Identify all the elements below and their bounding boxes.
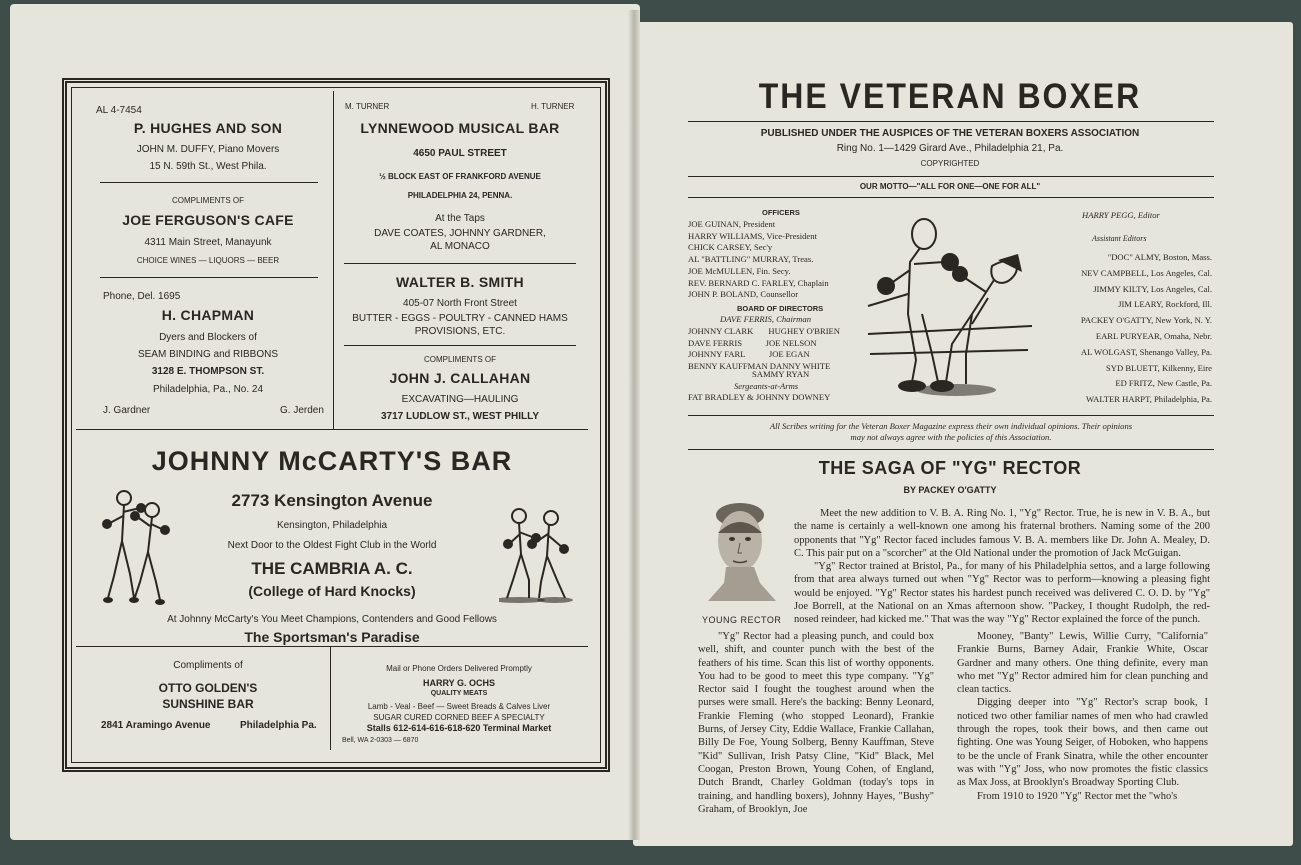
assistant-editor-item: SYD BLUETT, Kilkenny, Eire: [1106, 362, 1212, 373]
golden-name1: OTTO GOLDEN'S: [158, 681, 258, 695]
assistant-heading: Assistant Editors: [1092, 234, 1147, 243]
lynnewood-line1: ½ BLOCK EAST OF FRANKFORD AVENUE: [379, 172, 541, 181]
divider: [76, 646, 588, 647]
mccarty-next-door: Next Door to the Oldest Fight Club in the World: [227, 540, 437, 551]
divider: [100, 277, 318, 278]
callahan-name: JOHN J. CALLAHAN: [389, 370, 531, 386]
divider: [688, 415, 1214, 416]
hughes-name: P. HUGHES AND SON: [133, 120, 283, 136]
officer-item: JOHN P. BOLAND, Counsellor: [688, 289, 799, 300]
golden-name2: SUNSHINE BAR: [162, 697, 254, 711]
hughes-phone: AL 4-7454: [96, 105, 142, 116]
callahan-service: EXCAVATING—HAULING: [401, 394, 519, 405]
assistant-editor-item: WALTER HARPT, Philadelphia, Pa.: [1085, 394, 1212, 405]
published-line: PUBLISHED UNDER THE AUSPICES OF THE VETERAN BOXERS ASSOCIATION: [760, 128, 1140, 139]
officer-item: HARRY WILLIAMS, Vice-President: [688, 230, 817, 241]
mccarty-paradise: The Sportsman's Paradise: [244, 629, 420, 645]
ochs-special: SUGAR CURED CORNED BEEF A SPECIALTY: [373, 713, 545, 722]
chapman-name: H. CHAPMAN: [161, 307, 255, 323]
paragraph: Meet the new addition to V. B. A. Ring No. 1, "Yg" Rector. True, he is new in V. B. A., but the name is certainly a well-known one among his fraternal brothers. Naming some of the 200 opponents that "Yg" Rector faced includes famous V. B. A. members like Dr. John A. Mealey, D. C. This pair put on a "scorcher" at the Old National under the promotion of Jack McGuigan.: [794, 508, 1210, 559]
callahan-address: 3717 LUDLOW ST., WEST PHILLY: [381, 411, 539, 422]
motto: OUR MOTTO—"ALL FOR ONE—ONE FOR ALL": [859, 182, 1041, 191]
divider: [76, 429, 588, 430]
ferguson-name: JOE FERGUSON'S CAFE: [122, 212, 294, 228]
golden-address: 2841 Aramingo Avenue: [101, 720, 211, 731]
director-item: BENNY KAUFFMAN DANNY WHITE: [688, 361, 831, 372]
ferguson-goods: CHOICE WINES — LIQUORS — BEER: [136, 256, 280, 265]
hughes-line2: 15 N. 59th St., West Phila.: [149, 161, 267, 172]
golden-city: Philadelphia Pa.: [240, 720, 317, 731]
divider: [333, 91, 334, 429]
boxing-cartoon: [862, 214, 1038, 406]
lynnewood-street: 4650 PAUL STREET: [413, 148, 507, 159]
chapman-right-name: G. Jerden: [280, 405, 324, 416]
assistant-editor-item: PACKEY O'GATTY, New York, N. Y.: [1080, 315, 1212, 326]
assistant-editor-item: "DOC" ALMY, Boston, Mass.: [1107, 252, 1212, 262]
ochs-goods: Lamb - Veal - Beef — Sweet Breads & Calves Liver: [367, 702, 551, 711]
directors-chair: DAVE FERRIS, Chairman: [720, 314, 811, 324]
officer-item: CHICK CARSEY, Sec'y: [688, 242, 773, 253]
assistants-list: [1020, 250, 1212, 408]
director-item: DAVE FERRIS JOE NELSON: [688, 337, 817, 348]
divider: [100, 182, 318, 183]
photo-caption: YOUNG RECTOR: [702, 615, 782, 625]
ochs-stalls: Stalls 612-614-616-618-620 Terminal Market: [366, 723, 552, 733]
disclaimer1: All Scribes writing for the Veteran Boxer Magazine express their own individual opinions. Their opinions: [769, 421, 1133, 431]
article-intro: [794, 507, 1210, 627]
mccarty-club-sub: (College of Hard Knocks): [248, 583, 416, 599]
assistant-editor-item: EARL PURYEAR, Omaha, Nebr.: [1095, 330, 1212, 341]
disclaimer2: may not always agree with the policies of this Association.: [850, 432, 1052, 442]
smith-address: 405-07 North Front Street: [403, 298, 517, 309]
lynnewood-line2: PHILADELPHIA 24, PENNA.: [407, 191, 513, 200]
page-gutter: [628, 10, 640, 840]
boxers-illustration-right: [499, 504, 577, 604]
chapman-phone: Phone, Del. 1695: [103, 291, 181, 302]
divider: [688, 197, 1214, 198]
officer-item: REV. BERNARD C. FARLEY, Chaplain: [688, 277, 829, 288]
chapman-line2: SEAM BINDING and RIBBONS: [137, 349, 279, 360]
officer-item: AL "BATTLING" MURRAY, Treas.: [688, 254, 814, 265]
chapman-left-name: J. Gardner: [103, 405, 151, 416]
sergeants: FAT BRADLEY & JOHNNY DOWNEY: [688, 392, 831, 402]
paragraph: Mooney, "Banty" Lewis, Willie Curry, "California" Frankie Burns, Barney Adair, Frankie White, Oscar Gardner and many others. One thing definite, every man who met "Yg" Rector admired him for clean punching and clean tactics.: [957, 631, 1208, 696]
paragraph: Digging deeper into "Yg" Rector's scrap book, I noticed two other familiar names of men who had crawled through the ropes, took their bows, and then came out fighting. One was Young Seiger, of Hoboken, who happens to be the uncle of Frank Sinatra, while the other encounter was with "Yg" Joss, who now promotes the fistic classics as Max Joss, at Brooklyn's Broadway Sporting Club.: [957, 697, 1208, 789]
smith-goods1: BUTTER - EGGS - POULTRY - CANNED HAMS: [352, 313, 568, 324]
divider: [688, 449, 1214, 450]
article-column-2: [957, 630, 1208, 803]
ochs-quality: QUALITY MEATS: [430, 690, 488, 697]
lynnewood-acts1: DAVE COATES, JOHNNY GARDNER,: [374, 228, 546, 239]
chapman-line1: Dyers and Blockers of: [159, 332, 257, 343]
mccarty-address: 2773 Kensington Avenue: [231, 491, 433, 510]
ochs-name: HARRY G. OCHS: [422, 678, 495, 688]
smith-name: WALTER B. SMITH: [396, 274, 524, 290]
assistant-editor-item: NEV CAMPBELL, Los Angeles, Cal.: [1081, 267, 1212, 278]
officer-item: JOE McMULLEN, Fin. Secy.: [688, 265, 791, 276]
sergeants-heading: Sergeants-at-Arms: [734, 381, 799, 391]
ochs-phone: Bell, WA 2-0303 — 6870: [342, 737, 419, 744]
divider: [344, 263, 576, 264]
officer-item: JOE GUINAN, President: [688, 219, 776, 229]
lynnewood-owner-right: H. TURNER: [531, 102, 575, 111]
lynnewood-owner-left: M. TURNER: [345, 102, 390, 111]
lynnewood-acts2: AL MONACO: [430, 241, 490, 252]
ring-address: Ring No. 1—1429 Girard Ave., Philadelphia 21, Pa.: [836, 143, 1064, 154]
article-title: THE SAGA OF "YG" RECTOR: [818, 458, 1082, 478]
mccarty-club: THE CAMBRIA A. C.: [251, 559, 413, 578]
lynnewood-name: LYNNEWOOD MUSICAL BAR: [360, 120, 560, 136]
chapman-line4: Philadelphia, Pa., No. 24: [152, 384, 264, 395]
assistant-editor-item: JIM LEARY, Rockford, Ill.: [1118, 299, 1212, 310]
mccarty-tagline: At Johnny McCarty's You Meet Champions, Contenders and Good Fellows: [167, 614, 497, 625]
assistant-editor-item: AL WOLGAST, Shenango Valley, Pa.: [1080, 346, 1212, 357]
smith-goods2: PROVISIONS, ETC.: [414, 326, 506, 337]
paragraph: From 1910 to 1920 "Yg" Rector met the "who's: [977, 790, 1178, 802]
divider: [330, 646, 331, 750]
assistant-editor-item: JIMMY KILTY, Los Angeles, Cal.: [1093, 283, 1212, 294]
article-column-1: "Yg" Rector had a pleasing punch, and could box well, shift, and counter punch with the best of the feathers of his time. Scan this list of worthy opponents. You had to be good to meet this type company. "Yg" Rector said I fought the toughest around when the purses were small. Here's the backing: Benny Leonard, Frankie Fleming (who stopped Leonard), Frankie Burns, of Jersey City, Eddie Wallace, Frankie Callahan, Billy De Foe, Young Solberg, Benny Kauffman, Steve "Kid" Sullivan, Irish Patsy Cline, "Kid" Black, Mel Coogan, Preston Brown, Young Cohen, of England, Dutch Brandt, Charley Goldman (today's tops in training, and handling boxers), Johnny Hayes, "Bushy" Graham, of Brooklyn, Joe: [698, 631, 934, 815]
ferguson-compliments: COMPLIMENTS OF: [171, 196, 244, 205]
byline: BY PACKEY O'GATTY: [903, 485, 997, 495]
hughes-line1: JOHN M. DUFFY, Piano Movers: [136, 144, 280, 155]
officers-list: [688, 219, 829, 301]
golden-compliments: Compliments of: [173, 660, 243, 671]
directors-last: SAMMY RYAN: [752, 369, 810, 379]
copyright: COPYRIGHTED: [920, 159, 980, 168]
director-item: JOHNNY FARL JOE EGAN: [688, 349, 810, 360]
divider: [344, 345, 576, 346]
directors-list: [688, 326, 840, 373]
directors-heading: BOARD OF DIRECTORS: [737, 304, 824, 313]
paragraph: "Yg" Rector trained at Bristol, Pa., for many of his Philadelphia settos, and a large following from that area always turned out when "Yg" Rector was to perform—knowing a pleasing fight would be enjoyed. "Yg" Rector states his hardest punch received was delivered C. O. D. by "Yg" Joe Borrell, at the National on an Xmas afternoon show. "Packey, I thought Rudolph, the red-nosed reindeer, had kicked me." That was the way "Yg" Rector explained the force of the punch.: [794, 561, 1210, 626]
mccarty-name: JOHNNY McCARTY'S BAR: [151, 446, 513, 476]
chapman-line3: 3128 E. THOMPSON ST.: [151, 366, 265, 377]
mccarty-locale: Kensington, Philadelphia: [276, 520, 388, 531]
divider: [688, 121, 1214, 122]
assistant-editor-item: ED FRITZ, New Castle, Pa.: [1115, 378, 1212, 389]
young-rector-photo: [702, 501, 780, 606]
officers-heading: OFFICERS: [762, 208, 800, 217]
ferguson-address: 4311 Main Street, Manayunk: [144, 237, 272, 248]
ochs-orders: Mail or Phone Orders Delivered Promptly: [386, 664, 532, 673]
divider: [688, 176, 1214, 177]
masthead: THE VETERAN BOXER: [758, 76, 1142, 116]
editor: HARRY PEGG, Editor: [1082, 210, 1160, 220]
callahan-compliments: COMPLIMENTS OF: [423, 355, 496, 364]
director-item: JOHNNY CLARK HUGHEY O'BRIEN: [688, 326, 841, 336]
boxers-illustration-left: [96, 486, 176, 608]
lynnewood-taps: At the Taps: [435, 213, 485, 224]
